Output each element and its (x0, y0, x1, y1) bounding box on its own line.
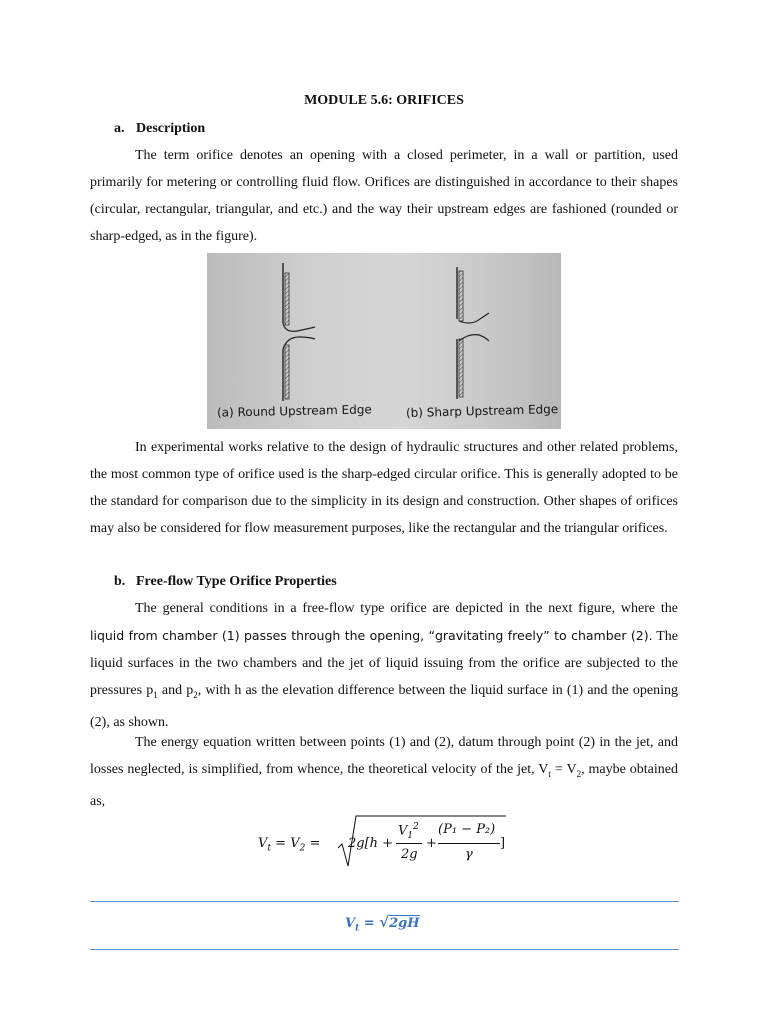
free-flow-text-1: The general conditions in a free-flow type orifice are depicted in the next figure, where the (135, 601, 678, 616)
eq2-lhs-sub: t (355, 923, 360, 934)
free-flow-text-3: The liquid surfaces in the two chambers and the jet of liquid issuing from the orifice are subjected to the pressures p (90, 629, 678, 698)
free-flow-text-5: , with h as the elevation difference between the liquid surface in (1) and the opening (2), as shown. (90, 683, 678, 730)
eq1-lhs: $V_t = V_2$ = (258, 836, 321, 854)
figure-caption-round: (a) Round Upstream Edge (216, 402, 372, 420)
eq2-radical-icon: √ (379, 913, 390, 931)
eq1-frac2-num: (P₁ − P₂) (438, 822, 496, 837)
eq2-radicand: 2gH (389, 916, 420, 931)
paragraph-description-text: The term orifice denotes an opening with a closed perimeter, in a wall or partition, used primarily for metering or controlling fluid flow. Orifices are distinguished in accordance to their shapes (circular, rectangular, triangular, and etc.) and the way their upstream edges are fashioned (rounded or sharp-edged, as in the figure). (90, 148, 678, 244)
equation-box-top-rule (90, 901, 679, 902)
eq1-plus: + (426, 836, 437, 851)
eq2-lhs: V (345, 916, 356, 931)
section-a-heading (114, 121, 205, 137)
eq1-frac1-bar (396, 843, 422, 844)
free-flow-text-4: and p (157, 683, 194, 698)
free-flow-text-2: liquid from chamber (1) passes through the opening, “gravitating freely” to chamber (2). (90, 628, 653, 643)
paragraph-description (90, 142, 678, 250)
energy-text-1: The energy equation written between points (1) and (2), datum through point (2) in the jet, and losses neglected, is simplified, from whence, the theoretical velocity of the jet, V (90, 735, 678, 777)
section-b-title: Free-flow Type Orifice Properties (136, 574, 337, 589)
energy-text-3: , maybe obtained as, (90, 762, 678, 809)
p2-subscript: 2 (193, 689, 198, 700)
eq1-frac2-bar (438, 843, 500, 844)
section-b-label: b. (114, 574, 126, 589)
section-a-title: Description (136, 121, 206, 136)
eq1-frac2-den: γ (465, 847, 473, 862)
eq1-term-2g: 2g[h + (348, 836, 394, 851)
simplified-velocity-equation (345, 913, 420, 934)
page-title: MODULE 5.6: ORIFICES (304, 93, 464, 108)
eq1-frac1-num: $V_1^2$ (398, 822, 419, 841)
eq1-close-bracket: ] (500, 836, 506, 851)
equation-box-bottom-rule (90, 949, 679, 950)
paragraph-experimental-text: In experimental works relative to the design of hydraulic structures and other related problems, the most common type of orifice used is the sharp-edged circular orifice. This is generally adopted to be the standard for comparison due to the simplicity in its design and construction. Other shapes of orifices may also be considered for flow measurement purposes, like the rectangular and the triangular orifices. (90, 440, 678, 536)
round-edge-wall (283, 263, 315, 401)
p1-subscript: 1 (153, 689, 158, 700)
velocity-equation (258, 812, 518, 872)
paragraph-experimental (90, 434, 678, 542)
section-b-heading (114, 574, 337, 590)
v2-subscript: 2 (576, 768, 582, 779)
figure-caption-sharp: (b) Sharp Upstream Edge (405, 402, 559, 420)
eq1-frac1-den: 2g (401, 847, 418, 862)
paragraph-energy-equation (90, 729, 678, 815)
energy-text-2: = V (550, 762, 577, 777)
vt-subscript: t (548, 768, 551, 779)
paragraph-free-flow (90, 595, 678, 736)
eq2-equals: = (359, 916, 380, 931)
sharp-edge-wall (457, 267, 489, 399)
section-a-label: a. (114, 121, 125, 136)
